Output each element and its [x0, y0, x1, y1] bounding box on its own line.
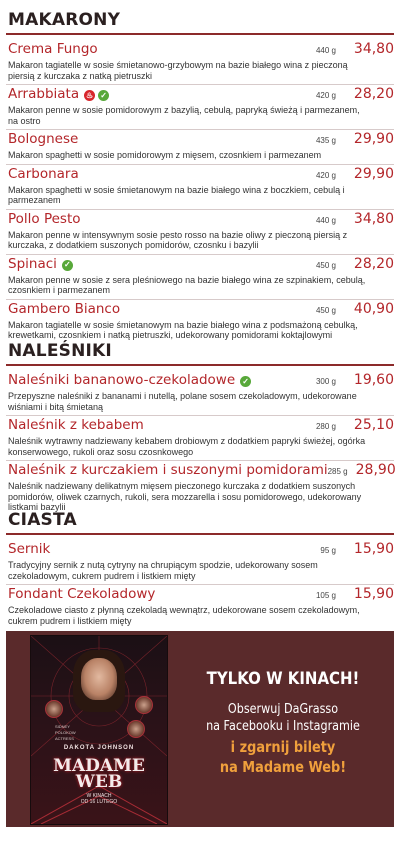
poster-title: MADAME WEB: [53, 756, 145, 792]
item-description: Makaron tagiatelle w sosie śmietanowo-grzybowym na bazie białego wina z pieczoną piersią z kurczaka z natką pietruszki: [8, 60, 348, 81]
promo-headline: TYLKO W KINACH!: [206, 669, 360, 689]
menu-item: [6, 300, 394, 344]
item-description: Czekoladowe ciasto z płynną czekoladą wewnątrz, udekorowane sosem czekoladowym, cukrem pudrem i listkiem mięty: [8, 605, 360, 626]
leaf-icon: ✓: [98, 90, 109, 101]
item-name: Fondant Czekoladowy: [8, 586, 156, 602]
poster-credits: SIDNEY POLOKOW ACTRESS: [55, 724, 76, 741]
item-price: 28,90: [355, 462, 396, 478]
poster-face: [81, 658, 117, 700]
item-price: 25,10: [353, 417, 394, 433]
menu-item: [6, 371, 394, 416]
item-price: 15,90: [353, 586, 394, 602]
item-description: Tradycyjny sernik z nutą cytryny na chrupiącym spodzie, udekorowany sosem czekoladowym, cukrem pudrem i listkiem mięty: [8, 560, 318, 581]
poster-character: [45, 700, 63, 718]
item-name: Pollo Pesto: [8, 210, 81, 227]
menu-item: [6, 461, 394, 516]
section-ciasta: [6, 509, 394, 629]
menu-item: [6, 210, 394, 255]
item-name: Arrabbiata: [8, 86, 80, 102]
leaf-icon: ✓: [62, 260, 73, 271]
item-name: Crema Fungo: [8, 41, 98, 57]
item-description: Makaron tagiatelle w sosie śmietanowym na bazie białego wina z podsmażoną cebulką, krewetkami, czosnkiem i natką pietruszki, udekorowany pomidorami koktajlowymi: [8, 319, 358, 340]
item-name: Naleśniki bananowo-czekoladowe: [8, 372, 236, 388]
poster-actor: DAKOTA JOHNSON: [63, 745, 135, 751]
item-description: Naleśnik nadziewany delikatnym mięsem pieczonego kurczaka z dodatkiem suszonych pomidorów, oliwek czarnych, rukoli, sera mozzarella i sosu pomidorowego, udekorowany listkami bazylii: [8, 481, 362, 512]
item-description: Naleśnik wytrawny nadziewany kebabem drobiowym z dodatkiem papryki świeżej, ogórka konserwowego, rukoli oraz sosu czosnkowego: [8, 436, 366, 457]
item-weight: 420 g: [315, 170, 336, 180]
menu-item: [6, 85, 394, 130]
menu-item: [6, 130, 394, 165]
item-price: 34,80: [353, 41, 394, 57]
chili-icon: ♨: [86, 90, 94, 100]
item-name: Bolognese: [8, 131, 79, 147]
item-description: Makaron penne w sosie pomidorowym z bazylią, cebulą, papryką świeżą i parmezanem, na ostro: [8, 105, 360, 126]
item-price: 28,20: [353, 255, 394, 272]
item-weight: 95 g: [320, 546, 336, 555]
item-name: Carbonara: [8, 165, 79, 182]
item-weight: 440 g: [315, 215, 336, 225]
section-title: NALEŚNIKI: [8, 341, 112, 361]
item-weight: 300 g: [315, 377, 336, 386]
item-weight: 105 g: [315, 591, 336, 600]
item-weight: 420 g: [315, 91, 336, 100]
item-price: 40,90: [353, 300, 394, 317]
item-description: Przepyszne naleśniki z bananami i nutellą, polane sosem czekoladowym, udekorowane wiśniami i bitą śmietaną: [8, 391, 357, 412]
leaf-icon: ✓: [240, 376, 251, 387]
item-description: Makaron spaghetti w sosie pomidorowym z mięsem, czosnkiem i parmezanem: [8, 150, 322, 160]
item-weight: 285 g: [327, 467, 348, 476]
item-name: Gambero Bianco: [8, 300, 121, 317]
item-description: Makaron penne w intensywnym sosie pesto rosso na bazie oliwy z pieczoną piersią z kurczaka, z dodatkiem suszonych pomidorów, czosnku i bazylii: [8, 229, 348, 250]
menu-item: [6, 416, 394, 461]
item-weight: 280 g: [315, 422, 336, 431]
section-title: CIASTA: [8, 510, 77, 530]
section-divider: [6, 33, 394, 35]
section-divider: [6, 364, 394, 366]
promo-subtext: Obserwuj DaGrasso na Facebooku i Instagramie: [206, 702, 360, 734]
poster-character: [127, 720, 145, 738]
poster-character: [135, 696, 153, 714]
promo-banner[interactable]: [6, 631, 394, 827]
item-name: Spinaci: [8, 255, 57, 272]
promo-cta[interactable]: i zgarnij bilety na Madame Web!: [219, 738, 347, 776]
item-description: Makaron penne w sosie z sera pleśniowego na bazie białego wina ze szpinakiem, cebulą, czosnkiem i parmezanem: [8, 274, 366, 295]
poster-release-date: W KINACH OD 16 LUTEGO: [80, 793, 118, 805]
item-price: 29,90: [353, 131, 394, 147]
item-description: Makaron spaghetti w sosie śmietanowym na bazie białego wina z boczkiem, cebulą i parmezanem: [8, 184, 345, 205]
item-price: 15,90: [353, 541, 394, 557]
menu-item: [6, 585, 394, 629]
menu-item: [6, 255, 394, 300]
item-name: Naleśnik z kurczakiem i suszonymi pomidorami: [8, 462, 328, 478]
item-price: 28,20: [353, 86, 394, 102]
menu-item: [6, 165, 394, 210]
section-title: MAKARONY: [8, 10, 121, 30]
menu-item: [6, 540, 394, 585]
item-weight: 450 g: [315, 305, 336, 315]
item-name: Sernik: [8, 541, 51, 557]
section-makarony: [6, 9, 394, 344]
item-price: 19,60: [353, 372, 394, 388]
item-weight: 435 g: [315, 136, 336, 145]
menu-item: [6, 40, 394, 85]
section-divider: [6, 533, 394, 535]
item-price: 34,80: [353, 210, 394, 227]
movie-poster: [30, 635, 168, 825]
item-price: 29,90: [353, 165, 394, 182]
section-nalesniki: [6, 340, 394, 516]
item-weight: 450 g: [315, 260, 336, 270]
promo-text: [172, 631, 394, 827]
item-name: Naleśnik z kebabem: [8, 417, 144, 433]
item-weight: 440 g: [315, 46, 336, 55]
